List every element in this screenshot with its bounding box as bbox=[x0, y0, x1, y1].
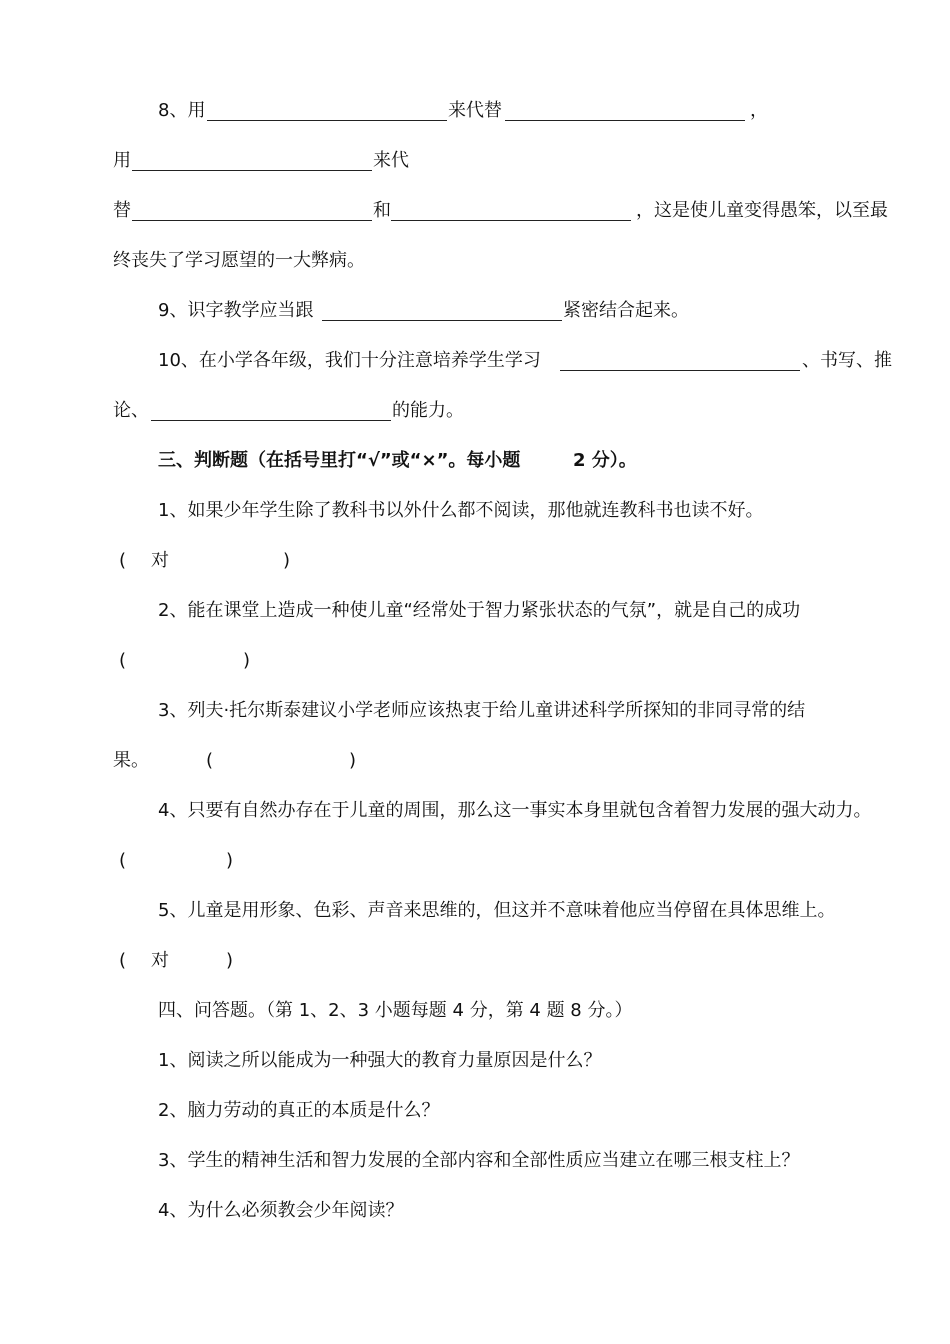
q10-blank-1[interactable] bbox=[560, 370, 800, 371]
section4-title: 四、问答题。（第 1、2、3 小题每题 4 分，第 4 题 8 分。） bbox=[158, 1000, 633, 1021]
qa-item-1-text: 1、阅读之所以能成为一种强大的教育力量原因是什么？ bbox=[158, 1050, 602, 1071]
tf-item-3-text-cont: 果。 bbox=[113, 750, 149, 771]
q8-blank-2[interactable] bbox=[505, 120, 745, 121]
tf-item-2-answer bbox=[0, 646, 950, 676]
q8-line3-end: ，这是使儿童变得愚笨，以至最 bbox=[636, 200, 888, 221]
tf-item-4 bbox=[0, 796, 950, 826]
q8-line-4 bbox=[0, 246, 950, 276]
q9-line bbox=[0, 296, 950, 326]
tf-item-4-close-paren: ) bbox=[226, 850, 234, 871]
tf-item-1-answer bbox=[0, 546, 950, 576]
tf-item-2-open-paren: ( bbox=[119, 650, 127, 671]
tf-item-3-close-paren: ) bbox=[349, 750, 357, 771]
tf-item-1-text: 1、如果少年学生除了教科书以外什么都不阅读，那他就连教科书也读不好。 bbox=[158, 500, 764, 521]
q9-prefix: 9、识字教学应当跟 bbox=[158, 300, 314, 321]
tf-item-5 bbox=[0, 896, 950, 926]
tf-item-2 bbox=[0, 596, 950, 626]
q8-line2-prefix: 用 bbox=[113, 150, 131, 171]
q8-blank-3[interactable] bbox=[132, 170, 372, 171]
tf-item-1-answer-text[interactable]: 对 bbox=[151, 550, 169, 571]
tf-item-4-open-paren: ( bbox=[119, 850, 127, 871]
tf-item-5-answer-text[interactable]: 对 bbox=[151, 950, 169, 971]
q8-line2-mid: 来代 bbox=[373, 150, 409, 171]
q10-line-2 bbox=[0, 396, 950, 426]
q8-line-2 bbox=[0, 146, 950, 176]
q8-text-mid: 来代替 bbox=[448, 100, 502, 121]
q9-blank[interactable] bbox=[322, 320, 562, 321]
tf-item-4-text: 4、只要有自然办存在于儿童的周围，那么这一事实本身里就包含着智力发展的强大动力。 bbox=[158, 800, 872, 821]
section3-title-line bbox=[0, 446, 950, 476]
tf-item-3-text: 3、列夫·托尔斯泰建议小学老师应该热衷于给儿童讲述科学所探知的非同寻常的结 bbox=[158, 700, 806, 721]
q8-line-1 bbox=[0, 96, 950, 126]
q8-comma: ， bbox=[750, 100, 768, 121]
tf-item-3-open-paren: ( bbox=[206, 750, 214, 771]
tf-item-2-close-paren: ) bbox=[243, 650, 251, 671]
q10-line-1 bbox=[0, 346, 950, 376]
q8-line3-mid: 和 bbox=[373, 200, 391, 221]
tf-item-3 bbox=[0, 696, 950, 726]
q8-line4-text: 终丧失了学习愿望的一大弊病。 bbox=[113, 250, 365, 271]
section3-score: 2 分）。 bbox=[573, 450, 637, 471]
qa-item-4-text: 4、为什么必须教会少年阅读？ bbox=[158, 1200, 404, 1221]
tf-item-4-answer bbox=[0, 846, 950, 876]
section3-title: 三、判断题（在括号里打“√”或“×”。每小题 bbox=[158, 450, 521, 471]
qa-item-2 bbox=[0, 1096, 950, 1126]
tf-item-1-open-paren: ( bbox=[119, 550, 127, 571]
q10-line2-prefix: 论、 bbox=[113, 400, 149, 421]
q8-number-text: 8、用 bbox=[158, 100, 206, 121]
qa-item-1 bbox=[0, 1046, 950, 1076]
tf-item-3-answer bbox=[0, 746, 950, 776]
tf-item-5-text: 5、儿童是用形象、色彩、声音来思维的，但这并不意味着他应当停留在具体思维上。 bbox=[158, 900, 836, 921]
q9-suffix: 紧密结合起来。 bbox=[563, 300, 689, 321]
q10-prefix: 10、在小学各年级，我们十分注意培养学生学习 bbox=[158, 350, 541, 371]
tf-item-5-answer bbox=[0, 946, 950, 976]
q8-line-3 bbox=[0, 196, 950, 226]
qa-item-3-text: 3、学生的精神生活和智力发展的全部内容和全部性质应当建立在哪三根支柱上？ bbox=[158, 1150, 800, 1171]
q8-blank-5[interactable] bbox=[391, 220, 631, 221]
q10-line1-end: 、书写、推 bbox=[802, 350, 892, 371]
tf-item-1 bbox=[0, 496, 950, 526]
q10-blank-2[interactable] bbox=[151, 420, 391, 421]
tf-item-5-close-paren: ) bbox=[226, 950, 234, 971]
section4-title-line bbox=[0, 996, 950, 1026]
qa-item-2-text: 2、脑力劳动的真正的本质是什么？ bbox=[158, 1100, 440, 1121]
qa-item-3 bbox=[0, 1146, 950, 1176]
tf-item-5-open-paren: ( bbox=[119, 950, 127, 971]
q8-blank-1[interactable] bbox=[207, 120, 447, 121]
tf-item-2-text: 2、能在课堂上造成一种使儿童“经常处于智力紧张状态的气氛”，就是自己的成功 bbox=[158, 600, 801, 621]
q10-line2-end: 的能力。 bbox=[392, 400, 464, 421]
tf-item-1-close-paren: ) bbox=[283, 550, 291, 571]
q8-line3-prefix: 替 bbox=[113, 200, 131, 221]
qa-item-4 bbox=[0, 1196, 950, 1226]
q8-blank-4[interactable] bbox=[132, 220, 372, 221]
